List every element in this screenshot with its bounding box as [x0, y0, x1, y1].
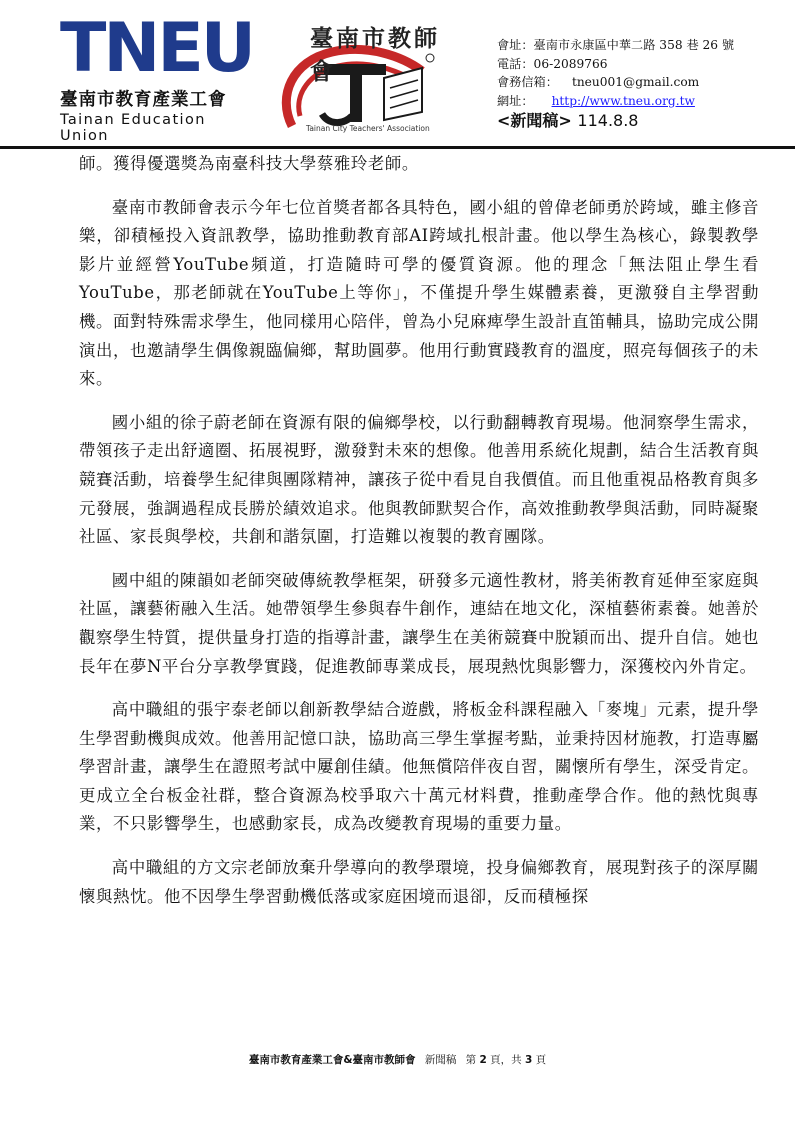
header-divider	[0, 146, 795, 149]
footer-total-pages: 3	[525, 1054, 533, 1066]
teachers-association-name-zh: 臺南市教師會	[310, 25, 440, 85]
tneu-logo-name-zh: 臺南市教育產業工會	[60, 90, 227, 110]
footer-page-prefix: 第	[465, 1054, 477, 1066]
tneu-logo-name-en: Tainan Education Union	[60, 112, 206, 144]
contact-phone: 電話：06-2089766	[497, 56, 608, 71]
paragraph: 國小組的徐子蔚老師在資源有限的偏鄉學校，以行動翻轉教育現場。他洞察學生需求，帶領孩子走出舒適圈、拓展視野，激發對未來的想像。他善用系統化規劃，結合生活教育與競賽活動，培養學生紀律與團隊精神，讓孩子從中看見自我價值。而且他重視品格教育與多元發展，強調過程成長勝於績效追求。他與教師默契合作，高效推動教學與活動，同時凝聚社區、家長與學校，共創和諧氛圍，打造難以複製的教育團隊。	[79, 412, 759, 547]
contact-email[interactable]: tneu001@gmail.com	[571, 75, 700, 89]
page-footer	[0, 1052, 795, 1067]
footer-org: 臺南市教育產業工會&臺南市教師會	[248, 1054, 416, 1066]
teachers-association-logo	[272, 16, 450, 138]
contact-website-row	[497, 92, 734, 111]
paragraph: 臺南市教師會表示今年七位首獎者都各具特色，國小組的曾偉老師勇於跨域，雖主修音樂，卻積極投入資訊教學，協助推動教育部AI跨域扎根計畫。他以學生為核心，錄製教學影片並經營YouTube頻道，打造隨時可學的優質資源。他的理念「無法阻止學生看YouTube，那老師就在YouTube上等你」，不僅提升學生媒體素養，更激發自主學習動機。面對特殊需求學生，他同樣用心陪伴，曾為小兒麻痺學生設計直笛輔具，協助完成公開演出，也邀請學生偶像親臨偏鄉，幫助圓夢。他用行動實踐教育的溫度，照亮每個孩子的未來。	[79, 197, 759, 389]
letterhead	[0, 0, 795, 148]
footer-page-number: 2	[479, 1054, 487, 1066]
paragraph: 國中組的陳韻如老師突破傳統教學框架，研發多元適性教材，將美術教育延伸至家庭與社區，讓藝術融入生活。她帶領學生參與春牛創作，連結在地文化，深植藝術素養。她善於觀察學生特質，提供量身打造的指導計畫，讓學生在美術競賽中脫穎而出、提升自信。她也長年在夢N平台分享教學實踐，促進教師專業成長，展現熱忱與影響力，深獲校內外肯定。	[79, 570, 759, 676]
tneu-logo-wordmark: TNEU	[60, 9, 253, 88]
contact-website-link[interactable]: http://www.tneu.org.tw	[551, 93, 695, 108]
paragraph: 師。獲得優選獎為南臺科技大學蔡雅玲老師。	[79, 154, 419, 173]
article-body	[79, 150, 759, 926]
news-release-line	[497, 112, 734, 131]
news-release-label: <新聞稿>	[497, 111, 572, 130]
contact-block	[497, 36, 734, 131]
footer-page-unit: 頁，共	[490, 1054, 522, 1066]
tneu-logo	[60, 9, 253, 144]
footer-doc-type: 新聞稿	[424, 1054, 457, 1066]
paragraph: 高中職組的方文宗老師放棄升學導向的教學環境，投身偏鄉教育，展現對孩子的深厚關懷與熱忱。他不因學生學習動機低落或家庭困境而退卻，反而積極探	[79, 858, 759, 906]
paragraph: 高中職組的張宇泰老師以創新教學結合遊戲，將板金科課程融入「麥塊」元素，提升學生學習動機與成效。他善用記憶口訣，協助高三學生掌握考點，並秉持因材施教，打造專屬學習計畫，讓學生在證照考試中屢創佳績。他無償陪伴夜自習，關懷所有學生，深受肯定。更成立全台板金社群，整合資源為校爭取六十萬元材料費，推動產學合作。他的熱忱與專業，不只影響學生，也感動家長，成為改變教育現場的重要力量。	[79, 700, 759, 834]
teachers-association-name-en: Tainan City Teachers' Association	[306, 124, 430, 133]
contact-email-label: 會務信箱：	[497, 75, 558, 89]
footer-total-unit: 頁	[535, 1054, 547, 1066]
contact-email-row	[497, 73, 734, 92]
contact-address: 會址：臺南市永康區中華二路 358 巷 26 號	[497, 38, 735, 52]
news-release-date: 114.8.8	[577, 111, 639, 130]
contact-website-label: 網址：	[497, 93, 534, 108]
